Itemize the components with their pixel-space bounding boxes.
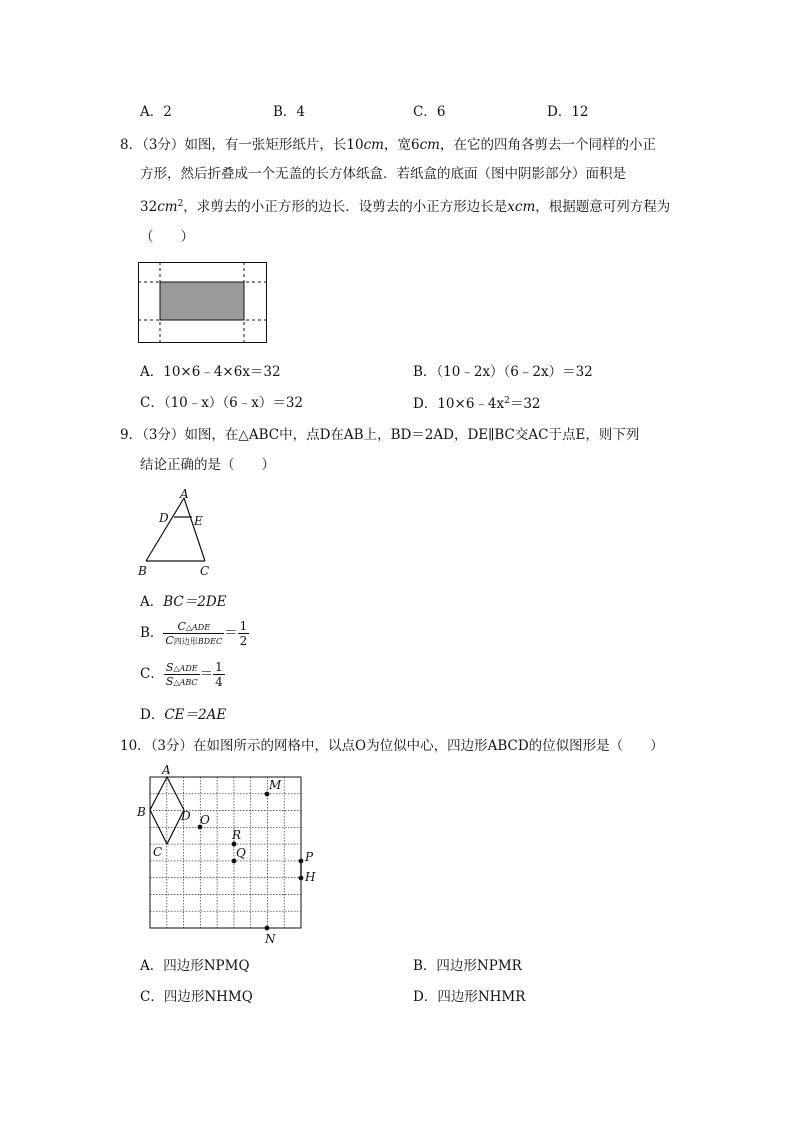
label-p: P <box>305 850 314 864</box>
q10-option-c: C．四边形NHMQ <box>140 989 253 1005</box>
point-h <box>299 876 304 881</box>
q7-option-d: D．12 <box>547 104 589 120</box>
label-b: B <box>137 805 146 819</box>
q9-triangle-figure <box>134 486 224 578</box>
q8-score: （3分） <box>142 137 185 153</box>
label-a: A <box>162 763 171 777</box>
label-m: M <box>269 778 282 792</box>
fraction-perimeter: $\frac{\text{C△ADE}}{\text{C四边形BDEC}}$ <box>165 620 223 647</box>
label-n: N <box>265 932 276 946</box>
q9-option-a: A．BC＝2DE <box>140 594 227 610</box>
q10-grid-figure <box>134 760 324 950</box>
point-m <box>265 792 270 797</box>
label-a: A <box>180 487 189 501</box>
q9-line-2: 结论正确的是（ ） <box>140 457 275 473</box>
q8-line-1: 8．（3分）如图，有一张矩形纸片，长10cm，宽6cm，在它的四角各剪去一个同样的小正 <box>120 137 656 153</box>
q7-option-c: C．6 <box>413 104 446 120</box>
q8-line-2: 方形，然后折叠成一个无盖的长方体纸盒．若纸盒的底面（图中阴影部分）面积是 <box>140 166 626 182</box>
point-p <box>299 859 304 864</box>
q10-score: （3分） <box>150 738 194 754</box>
q8-number: 8． <box>120 137 143 153</box>
label-o: O <box>200 813 210 827</box>
label-d: D <box>159 511 169 525</box>
q8-option-a: A．10×6﹣4×6x＝32 <box>140 364 281 380</box>
q9-option-c: C． $\frac{\text{S△ADE}}{\text{S△ABC}}$ ＝ $\frac{1}{4}$ <box>140 660 223 689</box>
q9-number: 9． <box>120 427 143 443</box>
q9-score: （3分） <box>142 427 185 443</box>
q8-option-b: B．（10﹣2x）（6﹣2x）＝32 <box>413 364 593 380</box>
side-ac <box>184 498 205 561</box>
fraction-area: $\frac{\text{S△ADE}}{\text{S△ABC}}$ <box>165 661 198 688</box>
q8-option-d: D．$10\times 6﹣4x^2=32$ <box>413 396 541 412</box>
q8-option-c: C．（10﹣x）（6﹣x）＝32 <box>140 395 304 411</box>
label-r: R <box>232 828 242 842</box>
q10-number: 10． <box>120 738 151 754</box>
q10-option-a: A．四边形NPMQ <box>140 958 250 974</box>
q8-rectangle-figure <box>138 262 268 344</box>
q9-option-d: D．CE＝2AE <box>140 707 227 723</box>
q9-option-b: B． $\frac{\text{C△ADE}}{\text{C四边形BDEC}}$ ＝ $\frac{1}{2}$ <box>140 619 248 648</box>
q8-line-3: $32cm^2$，求剪去的小正方形的边长．设剪去的小正方形边长是xcm，根据题意可列方程为 <box>140 199 671 215</box>
grid-border <box>150 777 301 928</box>
label-h: H <box>305 870 316 884</box>
q10-line-1: 10．（3分）在如图所示的网格中，以点O为位似中心，四边形ABCD的位似图形是（ ） <box>120 738 664 754</box>
label-q: Q <box>236 846 246 860</box>
label-e: E <box>194 514 203 528</box>
q7-option-a: A．2 <box>140 104 172 120</box>
q8-answer-paren: （ ） <box>140 229 194 245</box>
side-ab <box>146 498 184 561</box>
point-n <box>265 926 270 931</box>
q10-option-b: B．四边形NPMR <box>413 958 522 974</box>
q10-option-d: D．四边形NHMR <box>413 989 526 1005</box>
label-c: C <box>200 564 210 578</box>
q7-option-b: B．4 <box>273 104 306 120</box>
label-d: D <box>181 809 191 823</box>
label-c: C <box>153 845 163 859</box>
q9-line-1: 9．（3分）如图，在△ABC中，点D在AB上，BD＝2AD，DE∥BC交AC于点E，则下列 <box>120 427 640 443</box>
shaded-base <box>160 282 244 320</box>
label-b: B <box>138 564 147 578</box>
grid <box>150 777 301 928</box>
fraction-one-quarter: $\frac{1}{4}$ <box>215 660 223 689</box>
fraction-one-half: $\frac{1}{2}$ <box>239 619 248 648</box>
